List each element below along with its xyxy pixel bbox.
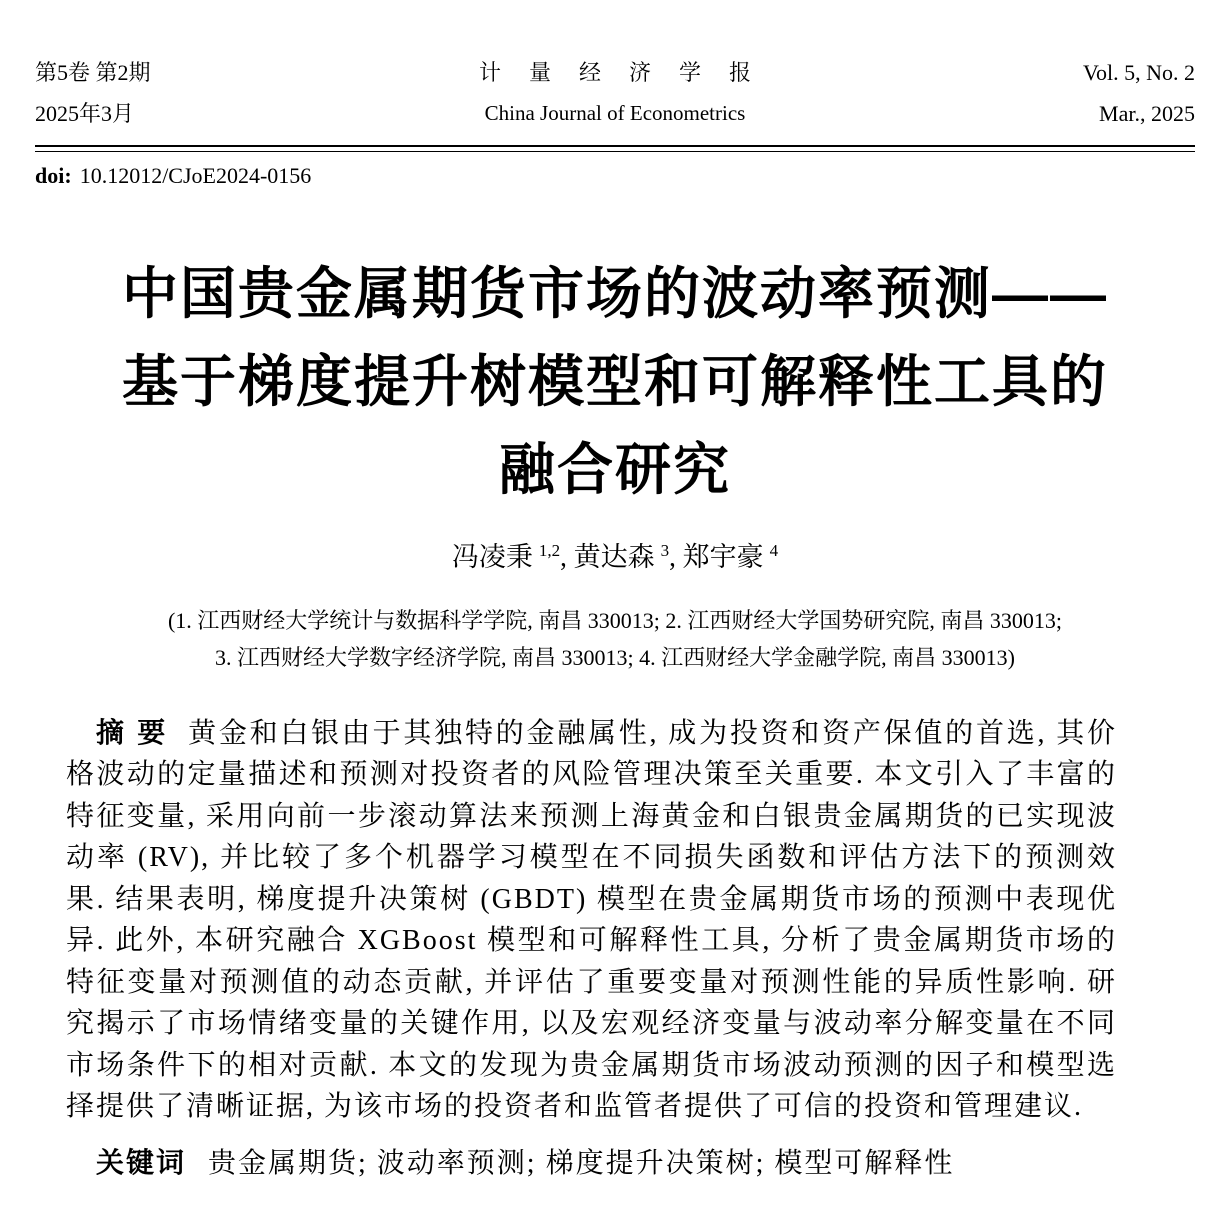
affiliation-line-2: 3. 江西财经大学数字经济学院, 南昌 330013; 4. 江西财经大学金融学院, 南昌 330013)	[215, 644, 1015, 670]
affiliations	[35, 602, 1195, 676]
volume-issue-en: Vol. 5, No. 2	[1082, 60, 1195, 85]
header-center	[451, 52, 779, 134]
abstract-label: 摘 要	[96, 716, 169, 748]
author-1-affil-sup: 1,2	[538, 540, 561, 560]
journal-title-en: China Journal of Econometrics	[484, 101, 746, 125]
header-rule	[35, 145, 1195, 152]
affiliation-line-1: (1. 江西财经大学统计与数据科学学院, 南昌 330013; 2. 江西财经大学国势研究院, 南昌 330013;	[167, 607, 1063, 633]
author-3-affil-sup: 4	[769, 540, 779, 560]
title-line-1: 中国贵金属期货市场的波动率预测——	[122, 261, 1108, 325]
keywords-label: 关键词	[96, 1146, 187, 1178]
author-separator: ,	[560, 541, 574, 572]
header-right	[779, 52, 1195, 134]
issue-date-cn: 2025年3月	[35, 101, 135, 126]
author-list	[35, 531, 1195, 577]
doi-value: 10.12012/CJoE2024-0156	[79, 162, 312, 188]
author-2-affil-sup: 3	[660, 540, 670, 560]
abstract-paragraph	[66, 712, 1117, 1128]
keywords-text: 贵金属期货; 波动率预测; 梯度提升决策树; 模型可解释性	[208, 1147, 955, 1179]
journal-title-cn: 计量经济学报	[478, 60, 779, 85]
volume-issue-cn: 第5卷 第2期	[35, 60, 151, 85]
author-separator: ,	[669, 541, 683, 572]
author-3	[683, 542, 779, 572]
author-3-name: 郑宇豪	[682, 541, 764, 572]
doi-label: doi:	[35, 162, 72, 188]
keywords-paragraph	[66, 1142, 1117, 1185]
issue-date-en: Mar., 2025	[1099, 101, 1195, 126]
author-2-name: 黄达森	[573, 541, 655, 572]
author-1	[452, 542, 574, 572]
header-left	[35, 52, 451, 134]
paper-title	[35, 250, 1195, 514]
abstract-text: 黄金和白银由于其独特的金融属性, 成为投资和资产保值的首选, 其价格波动的定量描述和预测对投资者的风险管理决策至关重要. 本文引入了丰富的特征变量, 采用向前一步滚动算法来预测上海黄金和白银贵金属期货的已实现波动率 (RV), 并比较了多个机器学习模型在不同损失函数和评估方法下的预测效果. 结果表明, 梯度提升决策树 (GBDT) 模型在贵金属期货市场的预测中表现优异. 此外, 本研究融合 XGBoost 模型和可解释性工具, 分析了贵金属期货市场的特征变量对预测值的动态贡献, 并评估了重要变量对预测性能的异质性影响. 研究揭示了市场情绪变量的关键作用, 以及宏观经济变量与波动率分解变量在不同市场条件下的相对贡献. 本文的发现为贵金属期货市场波动预测的因子和模型选择提供了清晰证据, 为该市场的投资者和监管者提供了可信的投资和管理建议.	[66, 717, 1117, 1122]
author-2	[574, 542, 683, 572]
doi-line	[35, 162, 1195, 190]
title-line-3: 融合研究	[499, 437, 731, 501]
title-line-2: 基于梯度提升树模型和可解释性工具的	[122, 349, 1108, 413]
journal-header	[35, 52, 1195, 134]
author-1-name: 冯凌秉	[451, 541, 533, 572]
